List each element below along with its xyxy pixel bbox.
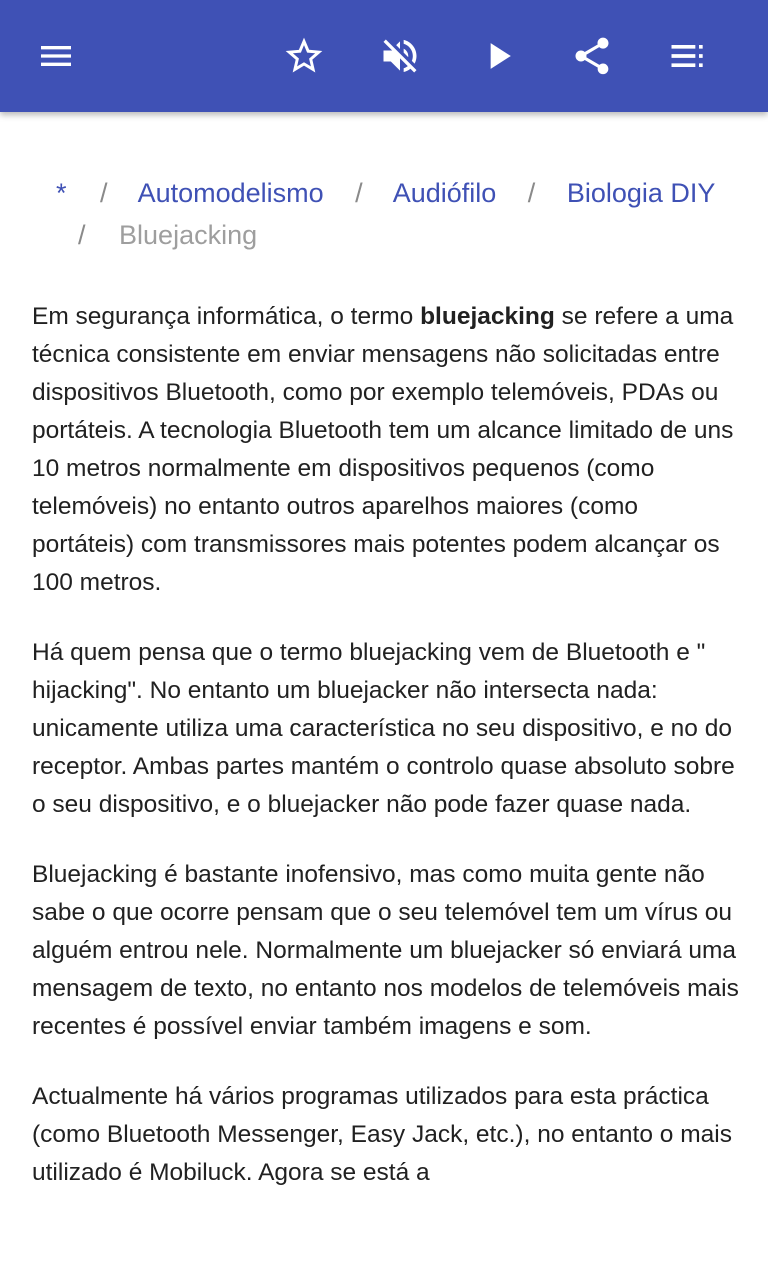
breadcrumb-current: Bluejacking	[119, 220, 258, 250]
share-icon[interactable]	[564, 28, 620, 84]
article-paragraph	[32, 298, 744, 602]
article-paragraph: Actualmente há vários programas utilizados para esta práctica (como Bluetooth Messenger, Easy Jack, etc.), no entanto o mais utilizado é Mobiluck. Agora se está a	[32, 1083, 732, 1186]
breadcrumb-item-biologia-diy[interactable]: Biologia DIY	[566, 178, 716, 208]
breadcrumb-item-audiofilo[interactable]: Audiófilo	[392, 178, 497, 208]
breadcrumb-separator: /	[527, 178, 536, 208]
play-icon[interactable]	[470, 28, 526, 84]
breadcrumb-item-automodelismo[interactable]: Automodelismo	[137, 178, 324, 208]
bold-term: bluejacking	[420, 303, 555, 330]
menu-icon[interactable]	[28, 28, 84, 84]
article-paragraph: Há quem pensa que o termo bluejacking vem de Bluetooth e " hijacking". No entanto um bluejacker não intersecta nada: unicamente utiliza uma característica no seu dispositivo, e no do receptor. Ambas partes mantém o controlo quase absoluto sobre o seu dispositivo, e o bluejacker não pode fazer quase nada.	[32, 639, 735, 818]
breadcrumb-separator: /	[100, 178, 108, 208]
volume-off-icon[interactable]	[372, 28, 428, 84]
app-toolbar	[0, 0, 768, 112]
breadcrumb-item-home[interactable]: *	[56, 178, 67, 208]
paragraph-text: se refere a uma técnica consistente em enviar mensagens não solicitadas entre dispositivos Bluetooth, como por exemplo telemóveis, PDAs ou portáteis. A tecnologia Bluetooth tem um alcance limitado de uns 10 metros normalmente em dispositivos pequenos (como telemóveis) no entanto outros aparelhos maiores (como portáteis) com transmissores mais potentes podem alcançar os 100 metros.	[32, 303, 734, 596]
article-body	[32, 298, 744, 1224]
playlist-icon[interactable]	[660, 28, 716, 84]
breadcrumb-separator: /	[355, 178, 363, 208]
star-outline-icon[interactable]	[276, 28, 332, 84]
article-paragraph: Bluejacking é bastante inofensivo, mas como muita gente não sabe o que ocorre pensam que o seu telemóvel tem um vírus ou alguém entrou nele. Normalmente um bluejacker só enviará uma mensagem de texto, no entanto nos modelos de telemóveis mais recentes é possível enviar também imagens e som.	[32, 861, 739, 1040]
article-content	[0, 112, 768, 1280]
paragraph-text: Em segurança informática, o termo	[32, 303, 421, 330]
breadcrumb-separator: /	[78, 220, 86, 250]
